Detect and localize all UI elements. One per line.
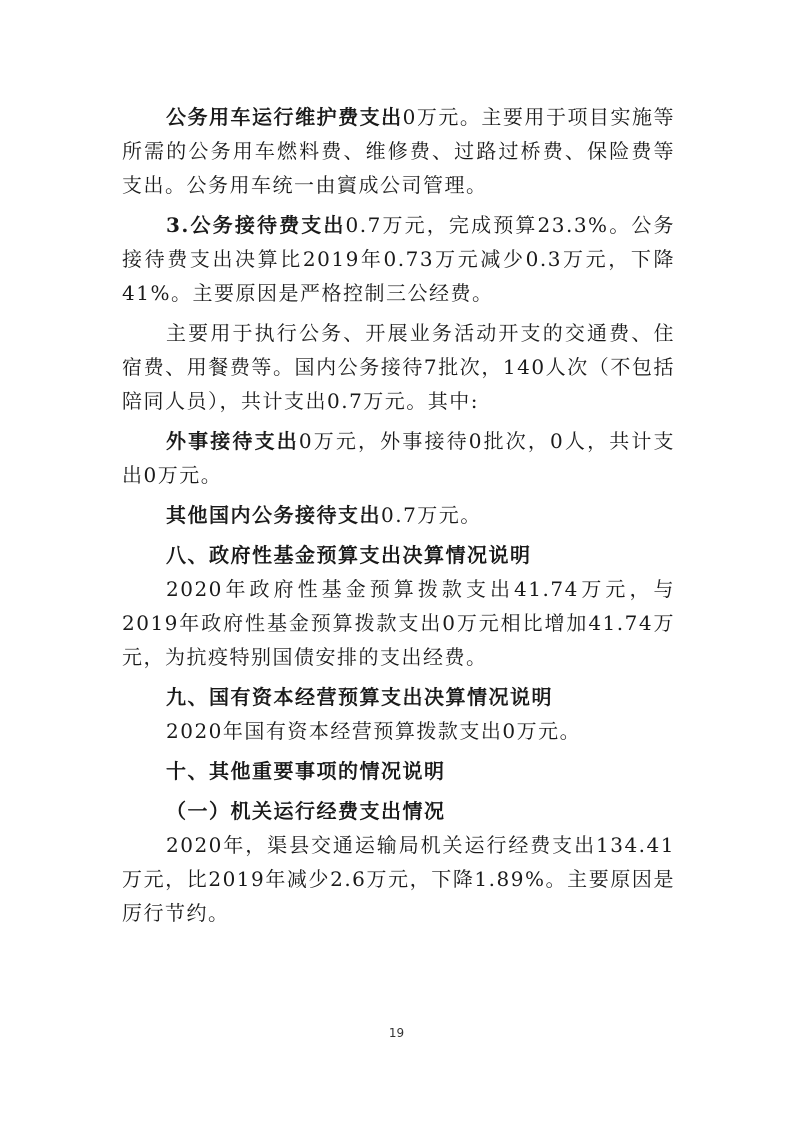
paragraph-state-capital bbox=[122, 714, 675, 748]
paragraph-foreign-reception bbox=[122, 424, 675, 492]
page-number: 19 bbox=[388, 1026, 405, 1040]
paragraph-operating-expense bbox=[122, 828, 675, 930]
paragraph-domestic-reception bbox=[122, 498, 675, 532]
paragraph-body: 0.7万元。 bbox=[381, 503, 482, 527]
paragraph-body: 2020年，渠县交通运输局机关运行经费支出134.41万元，比2019年减少2.6万元，下降1.89%。主要原因是厉行节约。 bbox=[122, 833, 675, 925]
paragraph-lead: 3.公务接待费支出 bbox=[166, 213, 346, 237]
subsection-heading-10-1: （一）机关运行经费支出情况 bbox=[166, 799, 446, 823]
paragraph-body: 2020年政府性基金预算拨款支出41.74万元，与2019年政府性基金预算拨款支出0万元相比增加41.74万元，为抗疫特别国债安排的支出经费。 bbox=[122, 577, 675, 669]
paragraph-body: 主要用于执行公务、开展业务活动开支的交通费、住宿费、用餐费等。国内公务接待7批次，140人次（不包括陪同人员），共计支出0.7万元。其中: bbox=[122, 321, 675, 413]
paragraph-body: 0万元。主要用于项目实施等所需的公务用车燃料费、维修费、过路过桥费、保险费等支出。公务用车统一由賨成公司管理。 bbox=[122, 105, 676, 197]
section-heading-8: 八、政府性基金预算支出决算情况说明 bbox=[166, 543, 532, 567]
paragraph-vehicle-maintenance bbox=[122, 100, 675, 202]
paragraph-reception-usage bbox=[122, 316, 675, 418]
paragraph-body: 0.7万元，完成预算23.3%。公务接待费支出决算比2019年0.73万元减少0.3万元，下降41%。主要原因是严格控制三公经费。 bbox=[122, 213, 675, 305]
document-page bbox=[122, 100, 675, 930]
paragraph-lead: 公务用车运行维护费支出 bbox=[166, 105, 403, 129]
section-heading-9: 九、国有资本经营预算支出决算情况说明 bbox=[166, 685, 553, 709]
paragraph-lead: 外事接待支出 bbox=[166, 429, 299, 453]
paragraph-body: 0万元，外事接待0批次，0人，共计支出0万元。 bbox=[122, 429, 675, 487]
paragraph-lead: 其他国内公务接待支出 bbox=[166, 503, 381, 527]
paragraph-body: 2020年国有资本经营预算拨款支出0万元。 bbox=[166, 719, 582, 743]
paragraph-reception-expense bbox=[122, 208, 675, 310]
paragraph-government-fund bbox=[122, 572, 675, 674]
section-heading-10: 十、其他重要事项的情况说明 bbox=[166, 759, 446, 783]
